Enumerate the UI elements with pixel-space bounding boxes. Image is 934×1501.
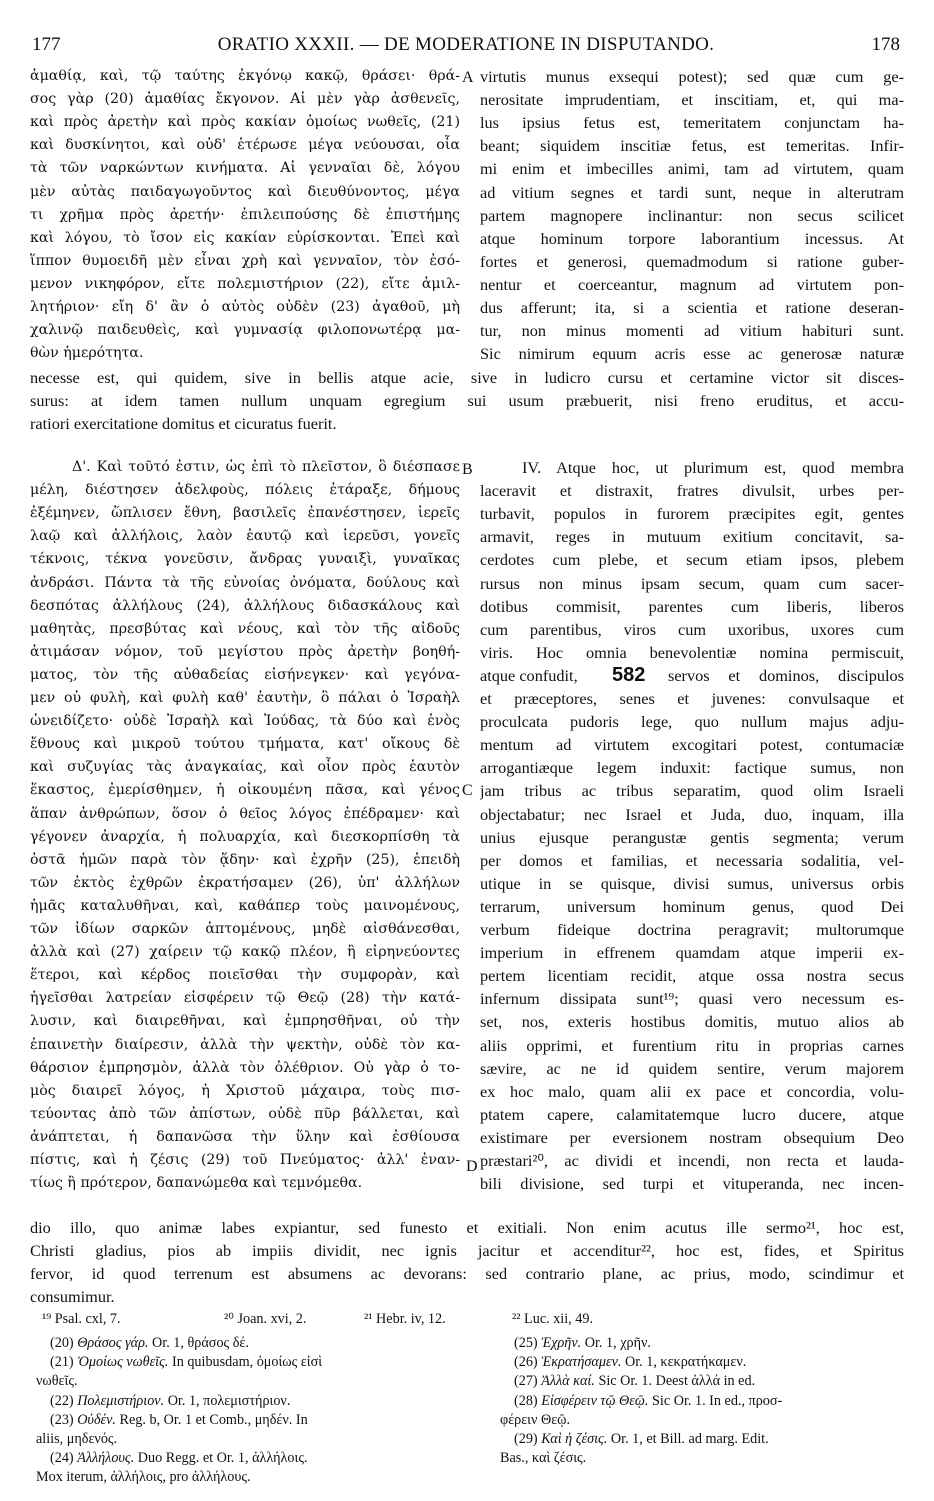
latin-text-line: per domos et familias, et necessaria sodalitia, vel- bbox=[480, 850, 904, 870]
latin-text-line: cerdotes cum plebe, et secum etiam ipsos, plebem bbox=[480, 550, 904, 570]
greek-text-line: θὼν ἡμερότητα. bbox=[30, 345, 144, 362]
latin-text-line: laceravit et distraxit, fratres divulsit, urbes per- bbox=[480, 481, 904, 501]
latin-text-line: viris. Hoc omnia benevolentiæ nomina permiscuit, bbox=[480, 642, 904, 662]
greek-text-line: ὠνειδίζετο· οὐδὲ Ἰσραὴλ καὶ Ἰούδας, τὰ δύο καὶ ἑνὸς bbox=[30, 713, 460, 730]
greek-text-line: λυσιν, καὶ διαιρεθῆναι, καὶ ἐμπρησθῆναι, οὐ τὴν bbox=[30, 1013, 460, 1030]
scripture-reference: ²¹ Hebr. iv, 12. bbox=[364, 1311, 446, 1327]
footnote-number: (27) bbox=[514, 1373, 542, 1390]
footnote-text: Bas., καὶ ζέσις. bbox=[500, 1450, 587, 1467]
greek-text-line: δεσπότας ἀλλήλους (24), ἀλλήλους διδασκάλους καὶ bbox=[30, 597, 460, 614]
latin-text-line: arrogantiæque legem induxit: factique sumus, non bbox=[480, 758, 904, 778]
footnote-lemma: Οὐδέν. bbox=[77, 1411, 116, 1428]
footnote-number: (28) bbox=[514, 1392, 542, 1409]
greek-text-line: ἕκαστος, ἐμερίσθημεν, ἡ οἰκουμένη πᾶσα, καὶ γένος bbox=[30, 782, 460, 799]
footnote-text: Duo Regg. et Or. 1, ἀλλήλοις. bbox=[134, 1450, 308, 1467]
latin-text-line: mi enim et imbecilles animi, tam ad virtutem, quam bbox=[480, 159, 904, 179]
footnote-text: aliis, μηδενός. bbox=[36, 1431, 118, 1447]
greek-text-line: ὀστᾶ ἡμῶν παρὰ τὸν ᾅδην· καὶ ἐχρῆν (25), ἐπειδὴ bbox=[30, 851, 460, 868]
latin-text-line: IV. Atque hoc, ut plurimum est, quod membra bbox=[522, 458, 904, 477]
latin-text-line: dus afferunt; ita, si a scientia et ratione deseran- bbox=[480, 298, 904, 317]
footnote-text: νωθεῖς. bbox=[36, 1373, 78, 1390]
footnote-text: φέρειν Θεῷ. bbox=[500, 1411, 571, 1428]
footnote-lemma: Ἐχρῆν. bbox=[541, 1335, 582, 1351]
greek-text-line: ἀμαθίᾳ, καὶ, τῷ ταύτης ἐκγόνῳ κακῷ, θράσει· θρά- bbox=[30, 68, 460, 84]
footnote-text: Or. 1, θράσος δέ. bbox=[148, 1335, 249, 1351]
footnote-lemma: Ὁμοίως νωθεῖς. bbox=[77, 1354, 169, 1371]
latin-text-line: necesse est, qui quidem, sive in bellis atque acie, sive in ludicro cursu et certamine victor sit disces- bbox=[30, 368, 904, 387]
greek-text-line: μεν οὐ φυλὴ, καὶ φυλὴ καθ' ἑαυτὴν, ὃ πάλαι ὁ Ἰσραὴλ bbox=[30, 690, 460, 706]
latin-text-line: beant; siquidem inscitiæ fetus, est temeritas. Infir- bbox=[480, 136, 904, 156]
latin-text-line: virtutis munus exsequi potest); sed quæ cum ge- bbox=[480, 67, 904, 86]
greek-text-line: σος γὰρ (20) ἀμαθίας ἔκγονον. Αἱ μὲν γὰρ ἀσθενεῖς, bbox=[30, 91, 460, 108]
footnote-lemma: Καὶ ἡ ζέσις. bbox=[541, 1431, 608, 1447]
page-header bbox=[32, 34, 900, 56]
greek-text-line: τὰ τῶν ναρκώντων κινήματα. Αἱ γενναῖαι δὲ, λόγου bbox=[30, 160, 460, 177]
greek-text-line: ἐξέμηνεν, ὥπλισεν ἔθνη, βασιλεῖς ἐπανέστησεν, ἱερεῖς bbox=[30, 505, 460, 522]
greek-text-line: ἀνάπτεται, ἡ δαπανῶσα τὴν ὕλην καὶ ἐσθίουσα bbox=[30, 1128, 460, 1145]
latin-text-line: pertem licentiam recidit, atque ossa nostra secus bbox=[480, 966, 904, 986]
greek-text-line: ἅπαν ἀνθρώπων, ὅσον ὁ θεῖος λόγος ἐπέδραμεν· καὶ bbox=[30, 805, 460, 822]
latin-text-line: utique in se quisque, divisi sumus, universus orbis bbox=[480, 873, 904, 893]
footnote-lemma: Πολεμιστήριον. bbox=[77, 1392, 165, 1409]
latin-text-line: nentur et coerceantur, magnum ad virtutem pon- bbox=[480, 274, 904, 294]
footnote-line bbox=[500, 1411, 570, 1430]
footnote-line bbox=[50, 1392, 290, 1411]
greek-text-line: μέλη, διέστησεν ἀδελφοὺς, πόλεις ἐτάραξε, δήμους bbox=[30, 482, 460, 499]
greek-text-line: τῶν ἐκτὸς ἐχθρῶν ἐκρατήσαμεν (26), ὑπ' ἀλλήλων bbox=[30, 874, 460, 891]
footnote-text: Sic Or. 1. In ed., προσ- bbox=[648, 1392, 783, 1409]
greek-text-line: πίστις, καὶ ἡ ζέσις (29) τοῦ Πνεύματος· ἀλλ' ἐναν- bbox=[30, 1152, 460, 1168]
latin-text-line: dio illo, quo animæ labes expiantur, sed funesto et exitiali. Non enim acutus ille sermo²¹, hoc est, bbox=[30, 1218, 904, 1237]
greek-text-line: ἵππον θυμοειδῆ μὲν εἶναι χρὴ καὶ γενναῖον, τὸν ἐσό- bbox=[30, 252, 460, 269]
greek-text-line: ματος, τὸν τῆς αὐθαδείας εἰσήνεγκεν· καὶ γεγόνα- bbox=[30, 666, 460, 683]
latin-text-line: lus ipsius fetus est, temeritatem conjunctam ha- bbox=[480, 113, 904, 133]
greek-text-line: καὶ πρὸς ἀρετὴν καὶ πρὸς κακίαν ὁμοίως νωθεῖς, (21) bbox=[30, 114, 460, 131]
greek-text-line: ἀνδράσι. Πάντα τὰ τῆς εὐνοίας ὀνόματα, δούλους καὶ bbox=[30, 574, 460, 591]
footnote-line bbox=[514, 1392, 782, 1411]
greek-text-line: καὶ λόγου, τὸ ἴσον εἰς κακίαν εὑρίσκονται. Ἐπεὶ καὶ bbox=[30, 229, 460, 246]
greek-text-line: ἐπαινετὴν διαίρεσιν, ἀλλὰ τὴν ψεκτὴν, οὐδὲ τὸν κα- bbox=[30, 1036, 460, 1053]
latin-text-line: dotibus commisit, parentes cum liberis, liberos bbox=[480, 596, 904, 616]
scripture-reference: ²⁰ Joan. xvi, 2. bbox=[224, 1311, 307, 1327]
latin-text-line: servos et dominos, discipulos bbox=[668, 665, 904, 685]
scripture-reference: ²² Luc. xii, 49. bbox=[512, 1311, 594, 1327]
greek-text-line: τῶν ἰδίων σαρκῶν ἁπτομένους, μηδὲ αἰσθάνεσθαι, bbox=[30, 921, 460, 937]
latin-text-line: ratiori exercitatione domitus et cicuratus fuerit. bbox=[30, 414, 337, 434]
latin-text-line: et præceptores, senes et juvenes: convulsaque et bbox=[480, 689, 904, 708]
footnote-lemma: Εἰσφέρειν τῷ Θεῷ. bbox=[541, 1392, 649, 1409]
latin-text-line: set, nos, exteris hostibus domitis, mutuo alios ab bbox=[480, 1012, 904, 1032]
footnote-line bbox=[36, 1372, 78, 1391]
latin-text-line: unius ejusque perangustæ gentis segmenta; verum bbox=[480, 827, 904, 847]
greek-text-line: ἕτεροι, καὶ κέρδος ποιεῖσθαι τὴν συμφορὰν, καὶ bbox=[30, 967, 460, 984]
latin-text-line: imperium in effrenem quamdam atque imperii ex- bbox=[480, 943, 904, 963]
footnote-lemma: Ἐκρατήσαμεν. bbox=[541, 1354, 622, 1371]
greek-text-line: λαῷ καὶ ἀλλήλοις, λαὸν ἑαυτῷ καὶ ἱερεῦσι, γονεῖς bbox=[30, 528, 460, 545]
footnote-number: (25) bbox=[514, 1335, 542, 1351]
latin-text-line: verbum fideique doctrina peragravit; multorumque bbox=[480, 920, 904, 939]
latin-text-line: nerositate imprudentiam, et inscitiam, et, qui ma- bbox=[480, 90, 904, 110]
scripture-reference: ¹⁹ Psal. cxl, 7. bbox=[42, 1311, 121, 1327]
column-number: 582 bbox=[612, 664, 646, 686]
footnote-line bbox=[50, 1334, 249, 1353]
footnote-line bbox=[50, 1353, 322, 1372]
footnote-number: (24) bbox=[50, 1450, 78, 1467]
latin-text-line: aliis opprimi, et furentium ritu in proprias carnes bbox=[480, 1035, 904, 1055]
section-marker-a: A bbox=[462, 69, 474, 86]
latin-text-line: atque hominum torpore laborantium incessus. At bbox=[480, 228, 904, 248]
greek-text-line: ἡγεῖσθαι λατρείαν εἰσφέρειν τῷ Θεῷ (28) τὴν κατά- bbox=[30, 990, 460, 1007]
footnote-text: Sic Or. 1. Deest ἀλλά in ed. bbox=[594, 1373, 756, 1390]
footnote-text: Reg. b, Or. 1 et Comb., μηδέν. In bbox=[115, 1411, 308, 1428]
latin-text-line: partem magnopere inclinantur: non secus scilicet bbox=[480, 205, 904, 225]
greek-text-line: τι χρῆμα πρὸς ἀρετήν· ἐπιλειπούσης δὲ ἐπιστήμης bbox=[30, 206, 460, 223]
latin-text-line: ex hoc malo, quam alii ex pace et concordia, volu- bbox=[480, 1081, 904, 1101]
footnote-number: (29) bbox=[514, 1431, 542, 1447]
footnote-text: Or. 1, χρῆν. bbox=[581, 1335, 651, 1351]
footnote-line bbox=[500, 1449, 586, 1468]
latin-text-line: proculcata pudoris lege, quo nullum majus adju- bbox=[480, 712, 904, 732]
latin-text-line: jam tribus ac tribus separatim, quod olim Israeli bbox=[480, 781, 904, 801]
page-number-left: 177 bbox=[32, 34, 61, 55]
latin-text-line: Sic nimirum equum acris esse ac generosæ naturæ bbox=[480, 344, 904, 364]
greek-text-line: καὶ συζυγίας τὰς ἀναγκαίας, καὶ οἷον πρὸς ἑαυτὸν bbox=[30, 759, 460, 776]
latin-text-line: objectabatur; nec Israel et Juda, duo, inquam, illa bbox=[480, 804, 904, 824]
footnote-number: (23) bbox=[50, 1411, 78, 1428]
latin-text-line: surus: at idem tamen nullum unquam egregium sui usum præbuerit, nisi freno eruditus, et accu- bbox=[30, 391, 904, 411]
section-marker-b: B bbox=[462, 461, 473, 478]
greek-text-line: ἡμᾶς καταλυθῆναι, καὶ, καθάπερ τοὺς μαινομένους, bbox=[30, 897, 460, 914]
greek-text-line: τέκνοις, τέκνα γονεῦσιν, ἄνδρας γυναιξὶ, γυναῖκας bbox=[30, 551, 460, 568]
greek-text-line: ἀτιμάσαν νόμον, τοῦ μεγίστου πρὸς ἀρετὴν βοηθή- bbox=[30, 643, 460, 660]
footnote-text: Or. 1, κεκρατήκαμεν. bbox=[621, 1354, 747, 1371]
footnote-line bbox=[514, 1353, 746, 1372]
latin-text-line: tur, non minus momenti ad vitium habituri sunt. bbox=[480, 321, 904, 341]
greek-text-line: γέγονεν ἀναρχία, ἡ πολυαρχία, καὶ διεσκορπίσθη τὰ bbox=[30, 828, 460, 845]
footnote-lemma: Ἀλλὰ καί. bbox=[541, 1373, 595, 1390]
footnote-line bbox=[36, 1468, 251, 1487]
greek-text-line: μαθητὰς, πρεσβύτας καὶ νέους, καὶ τὸν τῆς αἰδοῦς bbox=[30, 620, 460, 637]
footnote-text: Or. 1, et Bill. ad marg. Edit. bbox=[607, 1431, 769, 1447]
footnote-line bbox=[50, 1411, 308, 1430]
latin-text-line: mentum ad virtutem excogitari potest, contumaciæ bbox=[480, 735, 904, 755]
greek-text-line: μὸς διαιρεῖ λόγος, ἡ Χριστοῦ μάχαιρα, τοὺς πισ- bbox=[30, 1082, 460, 1099]
greek-text-line: τίως ἢ πρότερον, δαπανώμεθα καὶ τεμνόμεθα. bbox=[30, 1175, 363, 1192]
greek-text-line: Δ'. Καὶ τοῦτό ἐστιν, ὡς ἐπὶ τὸ πλεῖστον, ὃ διέσπασε bbox=[72, 459, 460, 475]
latin-text-line: cum parentibus, viros cum uxoribus, uxores cum bbox=[480, 619, 904, 639]
greek-text-line: μὲν αὐτὰς παιδαγωγοῦντος καὶ διευθύνοντος, μέγα bbox=[30, 183, 460, 200]
latin-text-line: ad vitium segnes et tardi sunt, neque in alterutram bbox=[480, 182, 904, 202]
latin-text-line: turbavit, populos in furorem præcipites egit, gentes bbox=[480, 504, 904, 524]
greek-text-line: μενον νικηφόρον, εἴτε πολεμιστήριον (22), εἴτε ἁμιλ- bbox=[30, 275, 460, 292]
latin-text-line: rursus non minus ipsam secum, quam cum sacer- bbox=[480, 573, 904, 593]
greek-text-line: λητήριον· εἴη δ' ἂν ὁ αὐτὸς οὐδὲν (23) ἀγαθοῦ, μὴ bbox=[30, 299, 460, 315]
greek-text-line: τεύοντας ἀπὸ τῶν ἀπίστων, οὐδὲ πῦρ βάλλεται, καὶ bbox=[30, 1105, 460, 1122]
footnote-text: Mox iterum, ἀλλήλοις, pro ἀλλήλους. bbox=[36, 1469, 251, 1486]
footnote-number: (21) bbox=[50, 1354, 78, 1371]
greek-text-line: ἀλλὰ καὶ (27) χαίρειν τῷ κακῷ πλέον, ἢ εἰρηνεύοντες bbox=[30, 944, 460, 961]
latin-text-line: existimare per eversionem nostram obsequium Deo bbox=[480, 1127, 904, 1147]
latin-text-line: infernum dissipata sunt¹⁹; quasi vero necessum es- bbox=[480, 989, 904, 1009]
latin-text-line: atque confudit, bbox=[480, 665, 578, 685]
footnote-line bbox=[36, 1430, 117, 1449]
running-title: ORATIO XXXII. — DE MODERATIONE IN DISPUTANDO. bbox=[217, 34, 715, 55]
greek-text-line: θάρσιον ἐμπρησμὸν, ἀλλὰ τὸν ὀλέθριον. Οὐ γὰρ ὁ το- bbox=[30, 1059, 460, 1076]
latin-text-line: bili divisione, sed turpi et vituperanda, nec incen- bbox=[480, 1174, 904, 1194]
latin-text-line: fortes et generosi, quemadmodum si ratione guber- bbox=[480, 251, 904, 271]
latin-text-line: consumimur. bbox=[30, 1287, 115, 1307]
footnote-lemma: Ἀλλήλους. bbox=[77, 1450, 135, 1467]
latin-text-line: ptatem capere, calamitatemque lucro ducere, atque bbox=[480, 1104, 904, 1124]
footnote-line bbox=[514, 1430, 769, 1449]
section-marker-d: D bbox=[466, 1158, 478, 1175]
latin-text-line: Christi gladius, pios ab impiis dividit, nec ignis jacitur et accenditur²², hoc est, fides, et Spiritus bbox=[30, 1241, 904, 1261]
section-marker-c: C bbox=[462, 782, 473, 799]
footnote-number: (26) bbox=[514, 1354, 542, 1371]
footnote-text: Or. 1, πολεμιστήριον. bbox=[164, 1392, 291, 1409]
footnote-number: (20) bbox=[50, 1335, 78, 1351]
page-number-right: 178 bbox=[871, 34, 900, 55]
latin-text-line: armavit, reges in mutuum exitium concitavit, sa- bbox=[480, 527, 904, 547]
latin-text-line: fervor, id quod terrenum est absumens ac devorans: sed contrario plane, ac prius, modo, scindimur et bbox=[30, 1264, 904, 1284]
latin-text-line: terrarum, universum hominum genus, quod Dei bbox=[480, 896, 904, 916]
footnote-lemma: Θράσος γάρ. bbox=[77, 1335, 149, 1351]
footnote-text: In quibusdam, ὁμοίως εἰσὶ bbox=[168, 1354, 323, 1371]
greek-text-line: καὶ δυσκίνητοι, καὶ οὐδ' ἑτέρωσε μέγα νεύουσαι, οἷα bbox=[30, 137, 460, 154]
footnote-line bbox=[514, 1372, 755, 1391]
greek-text-line: χαλινῷ παιδευθεὶς, καὶ γυμνασίᾳ φιλοπονωτέρᾳ μα- bbox=[30, 322, 460, 339]
greek-text-line: ἔθνους καὶ μικροῦ τούτου τμήματα, κατ' οἴκους δὲ bbox=[30, 736, 460, 753]
latin-text-line: sævire, ac ne id quidem sentire, verum majorem bbox=[480, 1058, 904, 1078]
footnote-line bbox=[50, 1449, 308, 1468]
latin-text-line: præstari²⁰, ac dividi et incendi, non recta et lauda- bbox=[480, 1151, 904, 1170]
footnote-line bbox=[514, 1334, 651, 1353]
footnote-number: (22) bbox=[50, 1392, 78, 1409]
